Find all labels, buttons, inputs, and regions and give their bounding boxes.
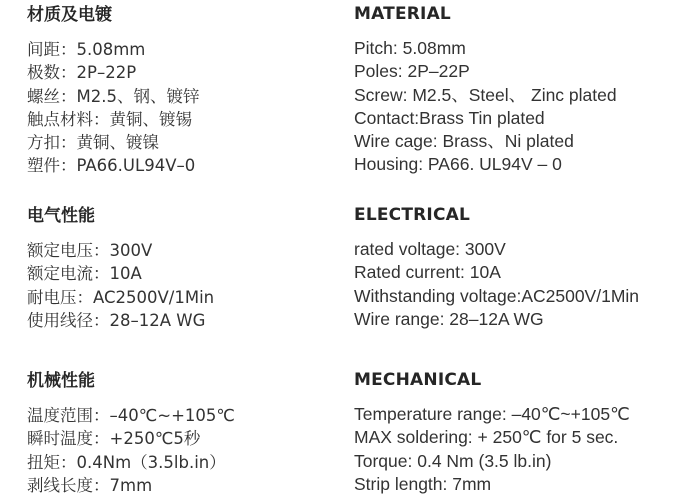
en-material-heading: MATERIAL: [354, 4, 451, 24]
en-material-line: Housing: PA66. UL94V – 0: [354, 154, 562, 175]
cn-mechanical-line: 剥线长度：7mm: [27, 475, 153, 495]
en-electrical-heading: ELECTRICAL: [354, 205, 471, 225]
cn-mechanical-section: [27, 371, 235, 497]
en-mechanical-section: [354, 370, 630, 496]
en-mechanical-line: Temperature range: –40℃~+105℃: [354, 404, 630, 424]
cn-mechanical-line: 温度范围：–40℃~+105℃: [27, 406, 235, 425]
cn-material-line: 方扣：黄铜、镀镍: [27, 133, 159, 153]
cn-material-line: 螺丝：M2.5、钢、镀锌: [27, 86, 200, 106]
cn-electrical-heading: 电气性能: [27, 206, 95, 226]
cn-material-line: 极数：2P–22P: [27, 63, 137, 83]
en-material-line: Screw: M2.5、Steel、 Zinc plated: [354, 84, 617, 105]
cn-material-line: 触点材料：黄铜、镀锡: [27, 109, 192, 129]
en-electrical-line: Wire range: 28–12A WG: [354, 308, 544, 329]
en-electrical-line: rated voltage: 300V: [354, 239, 506, 259]
cn-electrical-line: 耐电压：AC2500V/1Min: [27, 287, 215, 307]
cn-electrical-line: 额定电流：10A: [27, 264, 142, 284]
en-mechanical-line: MAX soldering: + 250℃ for 5 sec.: [354, 427, 619, 448]
en-material-line: Poles: 2P–22P: [354, 61, 470, 82]
en-electrical-section: [354, 205, 639, 331]
en-mechanical-line: Torque: 0.4 Nm (3.5 lb.in): [354, 450, 552, 471]
cn-material-line: 间距：5.08mm: [27, 40, 146, 59]
cn-mechanical-heading: 机械性能: [27, 371, 95, 391]
cn-material-heading: 材质及电镀: [27, 5, 112, 25]
cn-electrical-section: [27, 206, 214, 332]
en-mechanical-heading: MECHANICAL: [354, 370, 482, 390]
cn-material-line: 塑件：PA66.UL94V–0: [27, 156, 196, 176]
en-material-line: Wire cage: Brass、Ni plated: [354, 131, 574, 152]
cn-material-section: [27, 5, 199, 178]
en-mechanical-line: Strip length: 7mm: [354, 473, 492, 494]
en-material-section: [354, 4, 617, 177]
cn-electrical-line: 额定电压：300V: [27, 241, 153, 260]
cn-electrical-line: 使用线径：28–12A WG: [27, 310, 206, 330]
en-electrical-line: Rated current: 10A: [354, 262, 501, 283]
en-material-line: Contact:Brass Tin plated: [354, 107, 545, 128]
cn-mechanical-line: 瞬时温度：+250℃5秒: [27, 429, 201, 449]
en-material-line: Pitch: 5.08mm: [354, 38, 466, 58]
cn-mechanical-line: 扭矩：0.4Nm（3.5lb.in）: [27, 452, 226, 472]
en-electrical-line: Withstanding voltage:AC2500V/1Min: [354, 285, 640, 306]
